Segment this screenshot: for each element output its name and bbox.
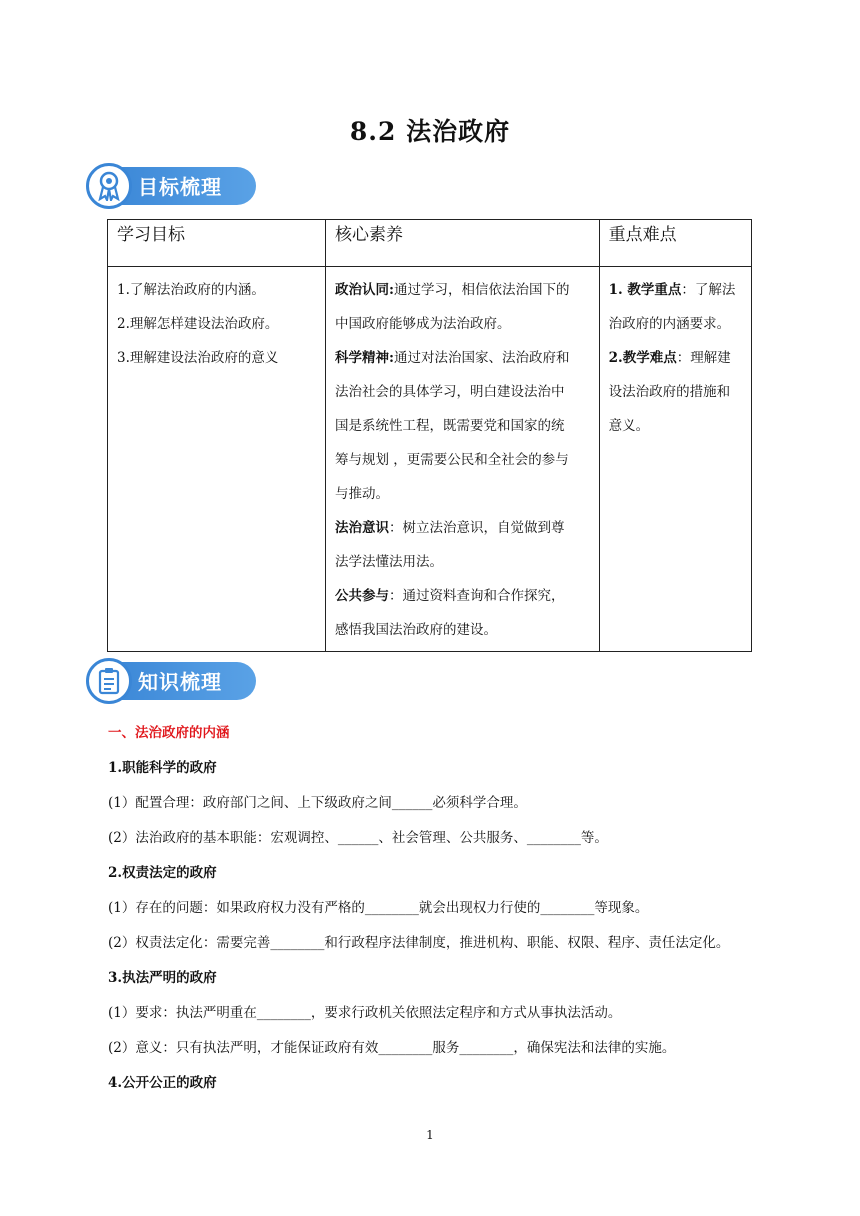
table-header: 核心素养 bbox=[325, 220, 599, 267]
competency-text: ：树立法治意识，自觉做到尊 bbox=[388, 520, 565, 536]
page-number: 1 bbox=[426, 1128, 434, 1142]
content-line: (2）权责法定化：需要完善________和行政程序法律制度，推进机构、职能、权限、程序、责任法定化。 bbox=[108, 935, 730, 951]
goals-table bbox=[107, 219, 752, 652]
competency-text: 中国政府能够成为法治政府。 bbox=[334, 316, 511, 332]
competency-text: 通过对法治国家、法治政府和 bbox=[393, 350, 570, 366]
sub-heading: 4.公开公正的政府 bbox=[108, 1075, 217, 1091]
competency-text: 感悟我国法治政府的建设。 bbox=[334, 622, 497, 638]
section-heading: 一、法治政府的内涵 bbox=[108, 725, 230, 741]
competency-text: 法学法懂法用法。 bbox=[334, 554, 443, 570]
competency-text: ：通过资料查询和合作探究， bbox=[388, 588, 565, 604]
content-line: (1）配置合理：政府部门之间、上下级政府之间______必须科学合理。 bbox=[108, 795, 527, 811]
table-cell-goals bbox=[108, 267, 326, 652]
key-point-text: 设法治政府的措施和 bbox=[608, 384, 731, 400]
content-line: (1）要求：执法严明重在________，要求行政机关依照法定程序和方式从事执法活动。 bbox=[108, 1005, 622, 1021]
content-line: (2）法治政府的基本职能：宏观调控、______、社会管理、公共服务、________等。 bbox=[108, 830, 608, 846]
key-point-text: ：理解建 bbox=[676, 350, 731, 366]
clipboard-checklist-icon bbox=[86, 658, 132, 704]
competency-label: 科学精神: bbox=[334, 350, 394, 366]
competency-text: 国是系统性工程，既需要党和国家的统 bbox=[334, 418, 565, 434]
goal-item: 3.理解建设法治政府的意义 bbox=[117, 350, 279, 366]
sub-heading: 2.权责法定的政府 bbox=[108, 865, 217, 881]
competency-text: 法治社会的具体学习，明白建设法治中 bbox=[334, 384, 565, 400]
key-point-text: 意义。 bbox=[608, 418, 650, 434]
goal-item: 1.了解法治政府的内涵。 bbox=[117, 282, 265, 298]
section-banner-goals bbox=[86, 163, 262, 209]
competency-label: 公共参与 bbox=[334, 588, 389, 604]
competency-label: 法治意识 bbox=[334, 520, 389, 536]
key-point-text: 治政府的内涵要求。 bbox=[608, 316, 731, 332]
knowledge-content bbox=[108, 716, 808, 1101]
competency-text: 通过学习，相信依法治国下的 bbox=[393, 282, 570, 298]
table-cell-key-points bbox=[599, 267, 751, 652]
goal-item: 2.理解怎样建设法治政府。 bbox=[117, 316, 279, 332]
award-ribbon-icon bbox=[86, 163, 132, 209]
table-header: 学习目标 bbox=[108, 220, 326, 267]
competency-text: 与推动。 bbox=[334, 486, 389, 502]
section-banner-knowledge bbox=[86, 658, 262, 704]
competency-text: 筹与规划 ，更需要公民和全社会的参与 bbox=[334, 452, 569, 468]
content-line: (1）存在的问题：如果政府权力没有严格的________就会出现权力行使的________等现象。 bbox=[108, 900, 649, 916]
table-header: 重点难点 bbox=[599, 220, 751, 267]
page-title: 8.2 法治政府 bbox=[349, 117, 511, 146]
banner-label: 目标梳理 bbox=[138, 175, 222, 199]
key-point-label: 2.教学难点 bbox=[608, 350, 677, 366]
competency-label: 政治认同: bbox=[334, 282, 394, 298]
table-cell-competencies bbox=[325, 267, 599, 652]
key-point-text: ：了解法 bbox=[681, 282, 736, 298]
sub-heading: 1.职能科学的政府 bbox=[108, 760, 217, 776]
banner-label: 知识梳理 bbox=[138, 670, 222, 694]
sub-heading: 3.执法严明的政府 bbox=[108, 970, 217, 986]
content-line: (2）意义：只有执法严明，才能保证政府有效________服务________，确保宪法和法律的实施。 bbox=[108, 1040, 676, 1056]
key-point-label: 1. 教学重点 bbox=[608, 282, 682, 298]
